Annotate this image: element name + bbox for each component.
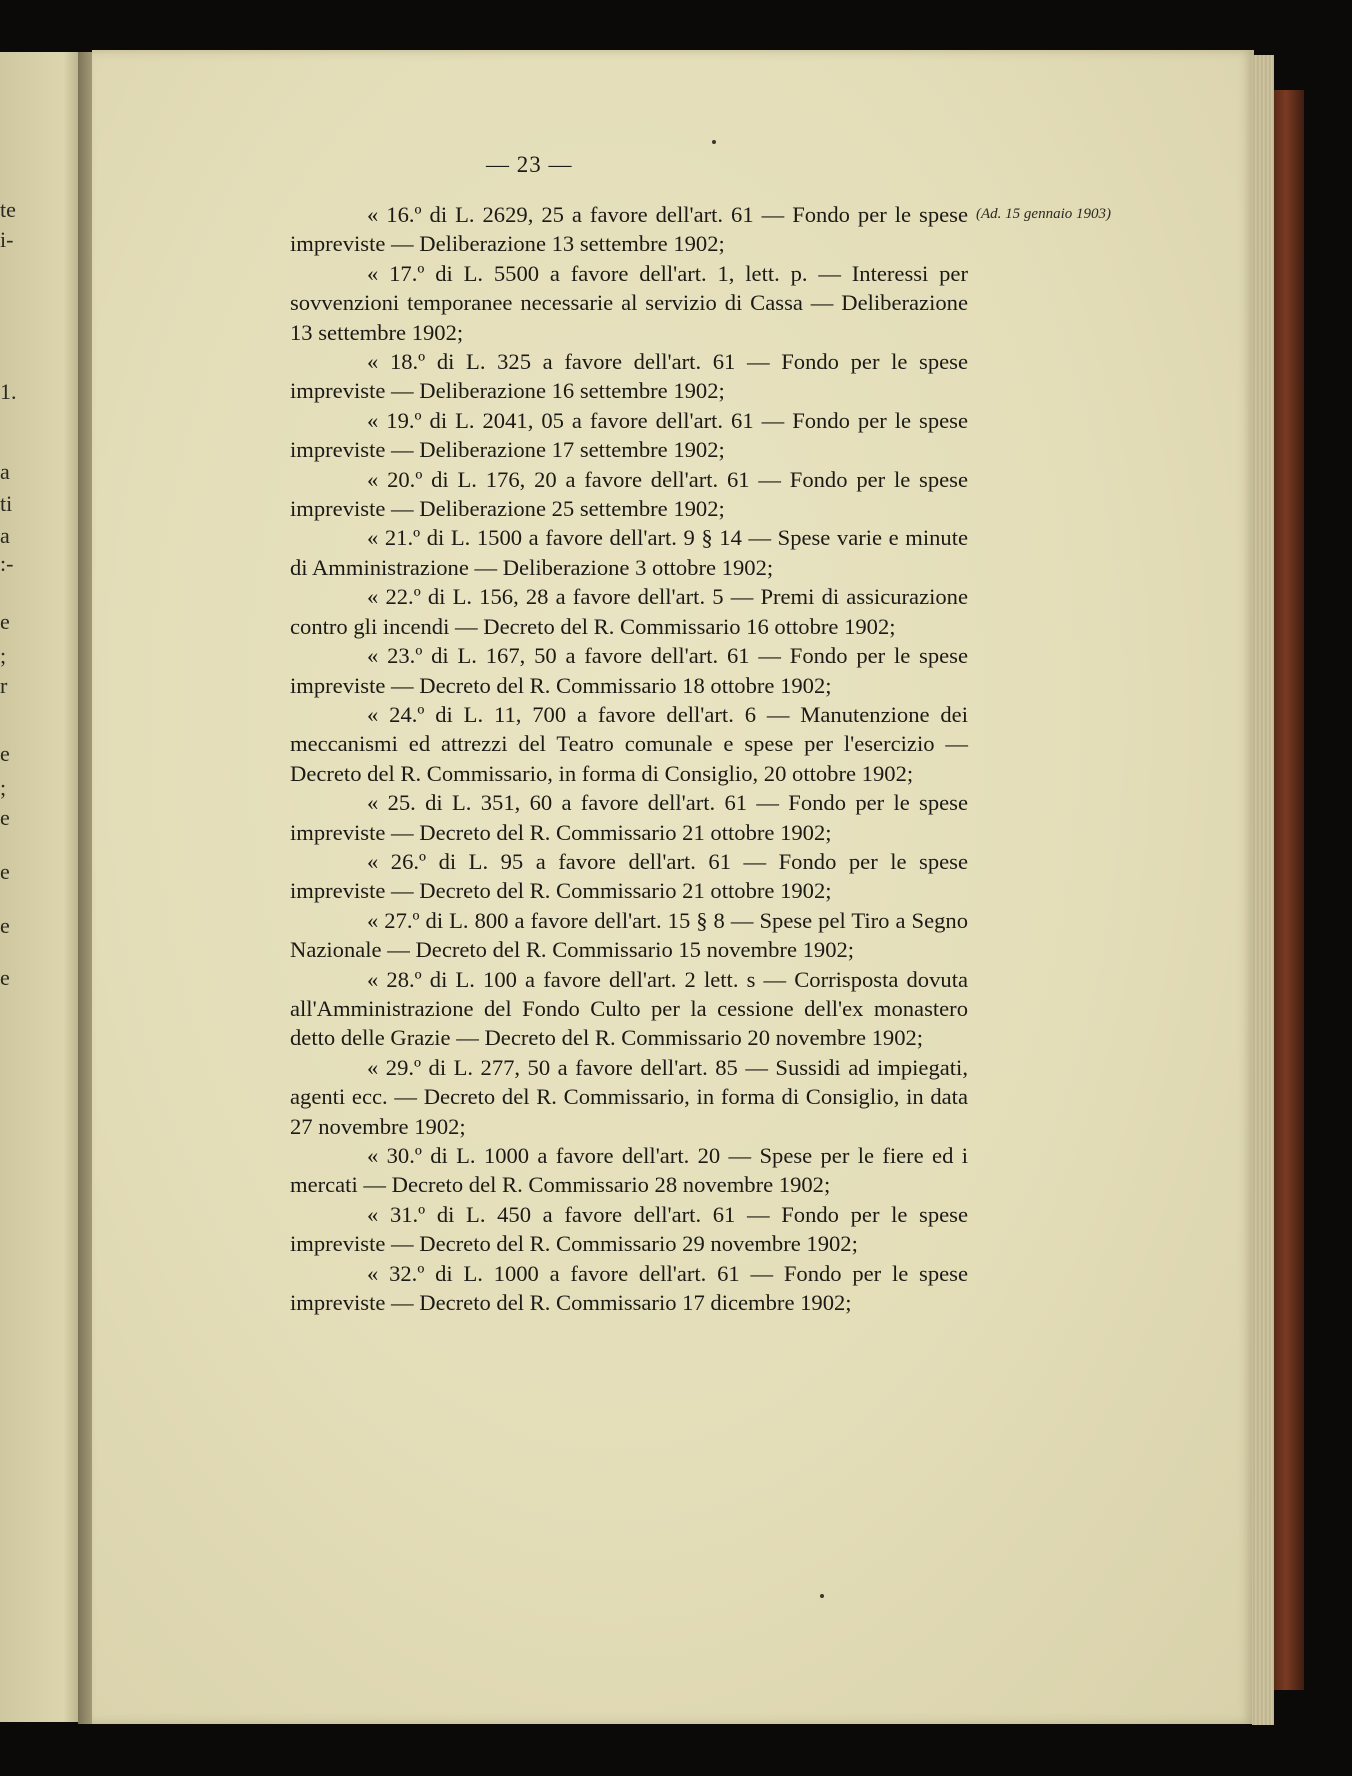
left-margin-fragment: te [0,197,16,222]
left-margin-fragment: e [0,913,10,938]
entry-paragraph: « 17.º di L. 5500 a favore dell'art. 1, lett. p. — Interessi per sovvenzioni temporanee necessarie al servizio di Cassa — Deliberazione 13 settembre 1902; [290,260,968,345]
left-margin-fragment: 1. [0,379,17,404]
left-margin-fragment: e [0,965,10,990]
left-margin-fragment: ti [0,491,13,516]
entry-paragraph: « 30.º di L. 1000 a favore dell'art. 20 — Spese per le fiere ed i mercati — Decreto del R. Commissario 28 novembre 1902; [290,1143,968,1198]
entry-paragraph: « 27.º di L. 800 a favore dell'art. 15 § 8 — Spese pel Tiro a Segno Nazionale — Decreto del R. Commissario 15 novembre 1902; [290,907,968,963]
left-margin-fragment: e [0,741,10,766]
entry-paragraph: « 25. di L. 351, 60 a favore dell'art. 61 — Fondo per le spese impreviste — Decreto del R. Commissario 21 ottobre 1902; [290,790,968,845]
entry-paragraph: « 21.º di L. 1500 a favore dell'art. 9 § 14 — Spese varie e minute di Amministrazione — Deliberazione 3 ottobre 1902; [290,525,968,580]
left-page [0,52,90,1722]
entry-paragraph: « 23.º di L. 167, 50 a favore dell'art. 61 — Fondo per le spese impreviste — Decreto del R. Commissario 18 ottobre 1902; [290,643,968,698]
page-body [290,200,968,1317]
entry-paragraph: « 20.º di L. 176, 20 a favore dell'art. 61 — Fondo per le spese impreviste — Deliberazione 25 settembre 1902; [290,466,968,522]
entry-paragraph: « 31.º di L. 450 a favore dell'art. 61 — Fondo per le spese impreviste — Decreto del R. Commissario 29 novembre 1902; [290,1201,968,1257]
entry-paragraph: « 18.º di L. 325 a favore dell'art. 61 — Fondo per le spese impreviste — Deliberazione 16 settembre 1902; [290,349,968,404]
left-margin-fragment: e [0,805,10,830]
entry-paragraph: « 22.º di L. 156, 28 a favore dell'art. 5 — Premi di assicurazione contro gli incendi — Decreto del R. Commissario 16 ottobre 1902; [290,584,968,639]
entry-paragraph: « 16.º di L. 2629, 25 a favore dell'art. 61 — Fondo per le spese impreviste — Deliberazione 13 settembre 1902; [290,202,968,257]
left-margin-fragment: a [0,459,10,484]
left-margin-fragment: r [0,673,8,698]
ink-speck [712,140,716,144]
margin-note: (Ad. 15 gennaio 1903) [976,206,1111,222]
left-margin-fragment: :- [0,551,14,576]
entry-paragraph: « 26.º di L. 95 a favore dell'art. 61 — Fondo per le spese impreviste — Decreto del R. Commissario 21 ottobre 1902; [290,848,968,904]
entry-paragraph: « 28.º di L. 100 a favore dell'art. 2 lett. s — Corrisposta dovuta all'Amministrazione del Fondo Culto per la cessione dell'ex monastero detto delle Grazie — Decreto del R. Commissario 20 novembre 1902; [290,966,968,1051]
left-margin-fragment: i- [0,227,14,252]
ink-speck [820,1594,824,1598]
left-margin-fragment: ; [0,775,7,800]
left-margin-fragment: e [0,859,10,884]
page-number: — 23 — [486,152,573,177]
left-margin-fragment: ; [0,643,7,668]
entry-paragraph: « 29.º di L. 277, 50 a favore dell'art. 85 — Sussidi ad impiegati, agenti ecc. — Decreto del R. Commissario, in forma di Consiglio, in data 27 novembre 1902; [290,1054,968,1139]
left-margin-fragment: a [0,523,10,548]
entry-paragraph: « 32.º di L. 1000 a favore dell'art. 61 — Fondo per le spese impreviste — Decreto del R. Commissario 17 dicembre 1902; [290,1260,968,1316]
entry-paragraph: « 19.º di L. 2041, 05 a favore dell'art. 61 — Fondo per le spese impreviste — Deliberazione 17 settembre 1902; [290,407,968,463]
left-margin-fragment: e [0,609,10,634]
page-edges [1252,55,1274,1725]
entry-paragraph: « 24.º di L. 11, 700 a favore dell'art. 6 — Manutenzione dei meccanismi ed attrezzi del Teatro comunale e spese per l'esercizio — Decreto del R. Commissario, in forma di Consiglio, 20 ottobre 1902; [290,701,968,786]
book-cover-edge [1274,90,1304,1690]
